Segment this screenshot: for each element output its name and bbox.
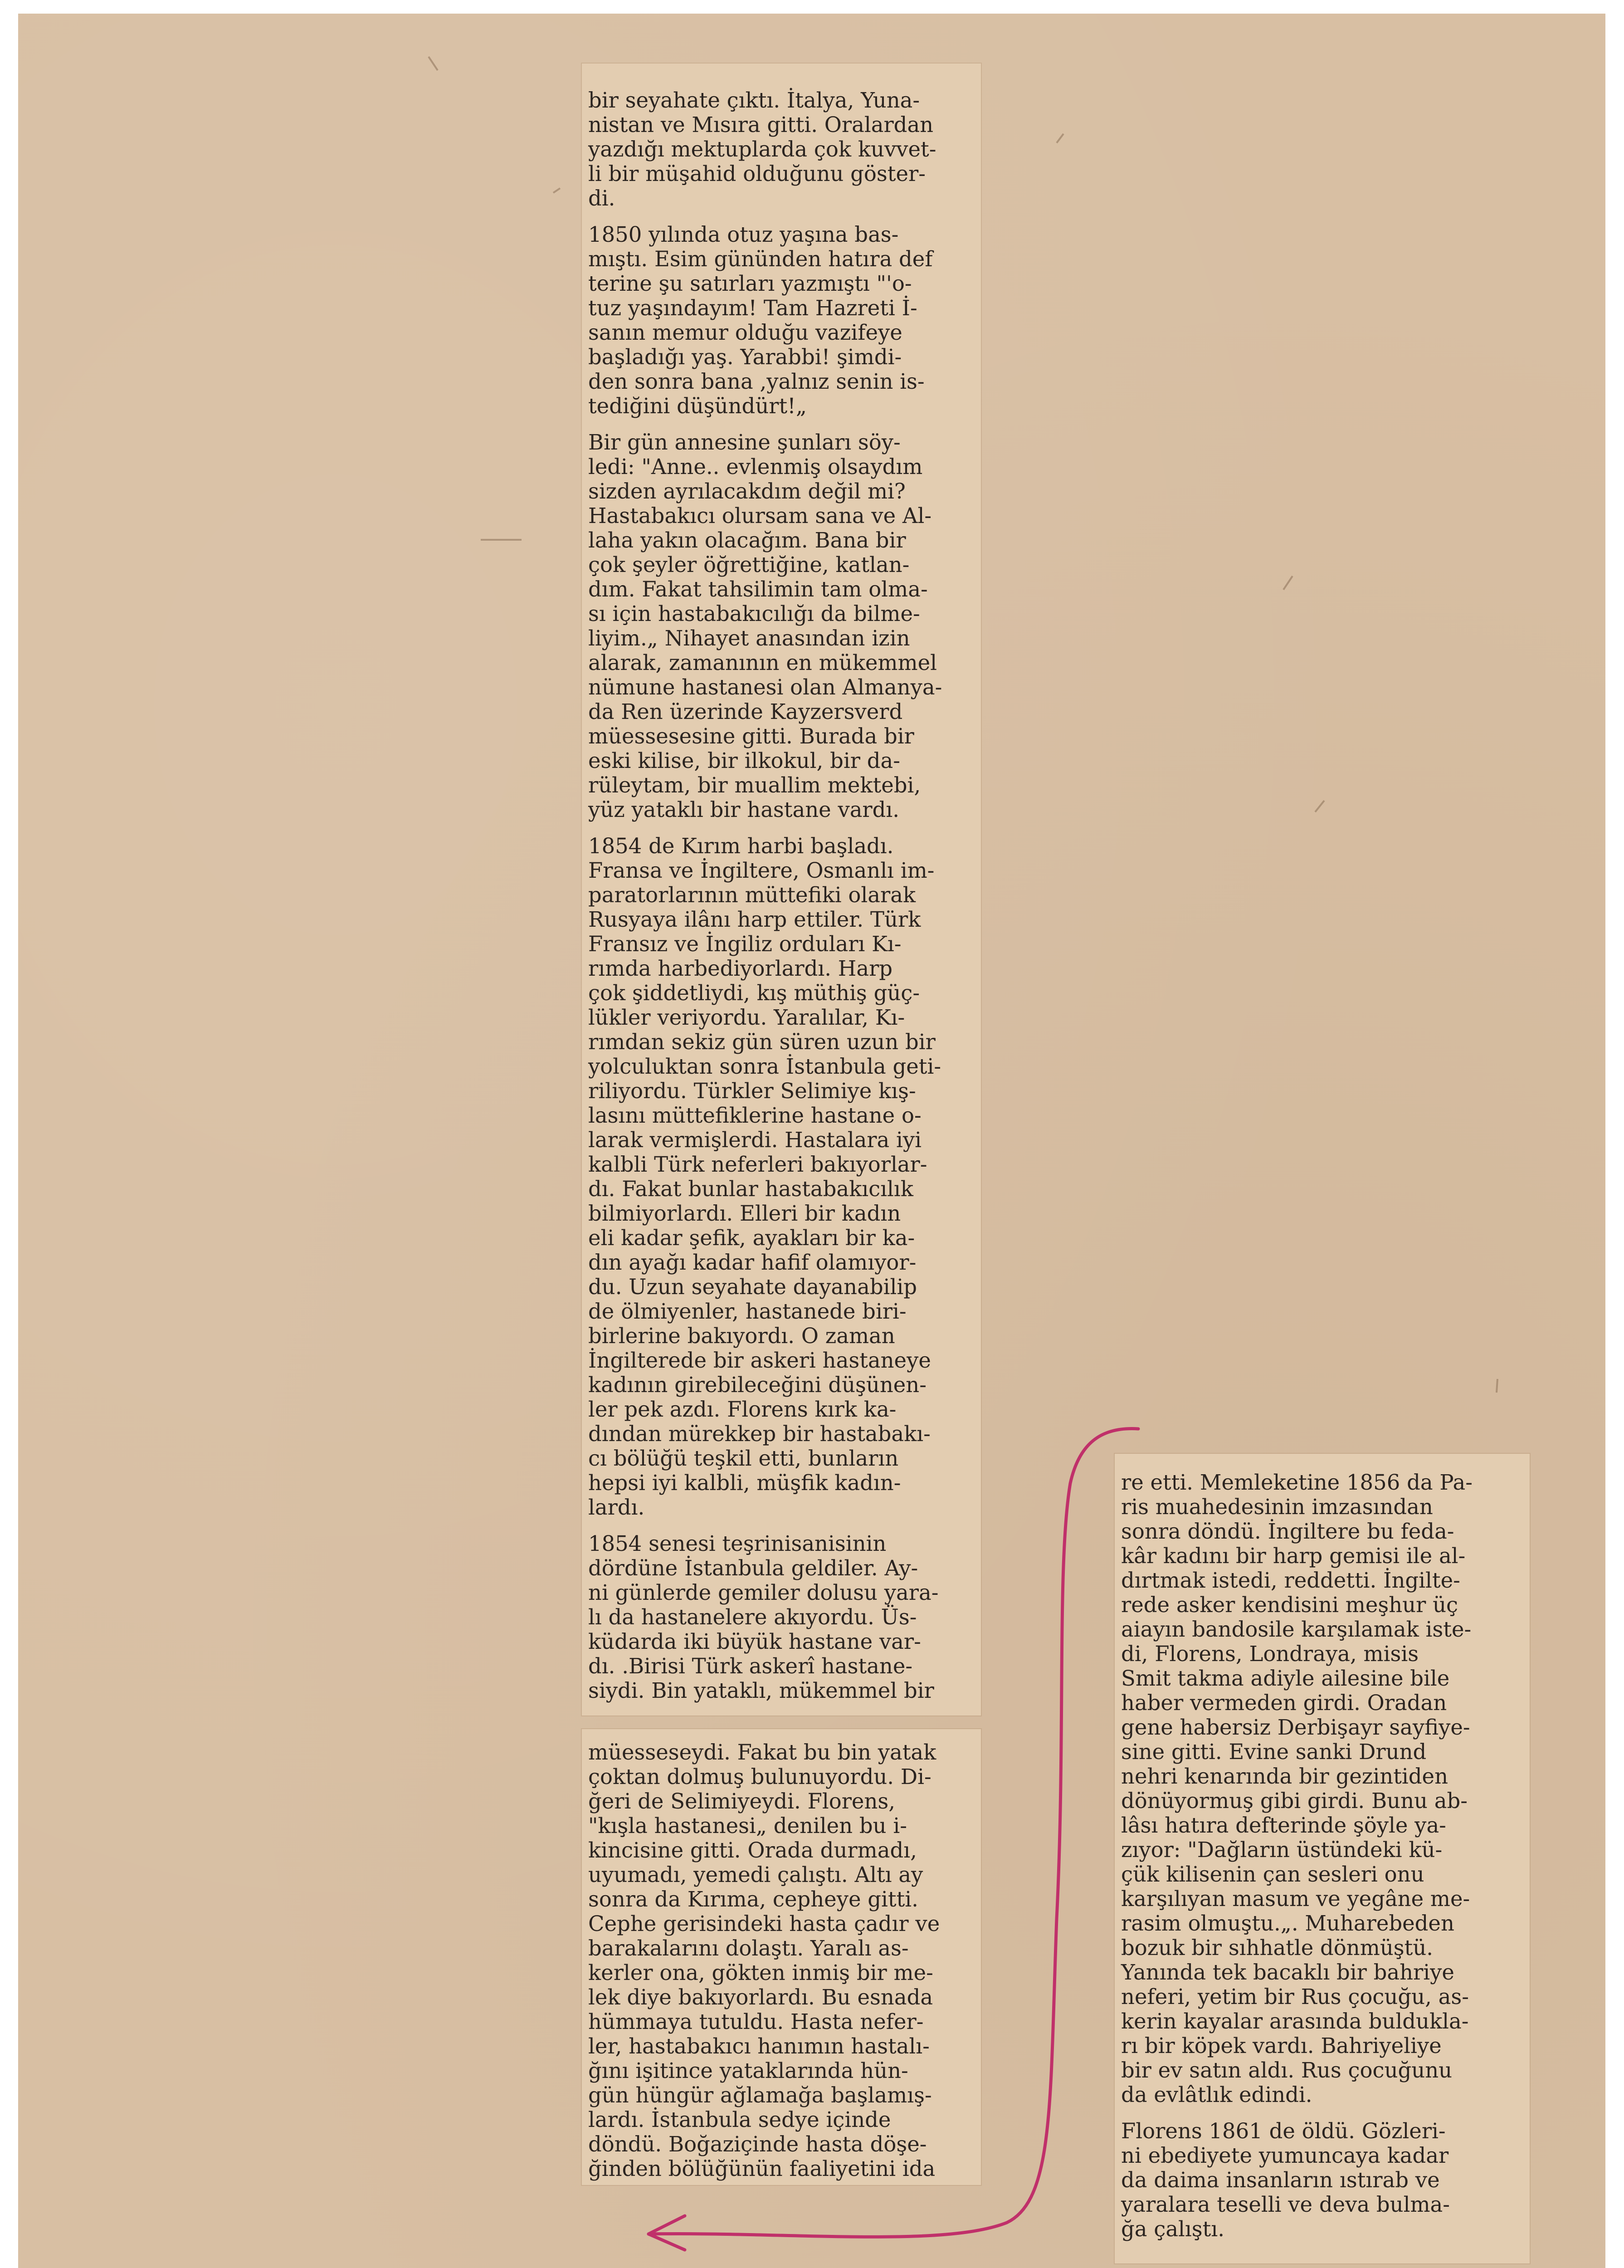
article-column-2 (582, 1729, 981, 2185)
paragraph: Florens 1861 de öldü. Gözleri- ni ebediyete yumuncaya kadar da daima insanların ıstırab ve yaralara teselli ve deva bulma- ğa çalıştı. (1121, 2119, 1450, 2241)
paper-scratch (1283, 576, 1292, 590)
paper-scratch (1315, 801, 1324, 812)
article-column-3 (1115, 1454, 1530, 2263)
arrow-head (649, 2216, 685, 2250)
paragraph: Bir gün annesine şunları söy- ledi: "Anne.. evlenmiş olsaydım sizden ayrılacakdım değil mi? Hastabakıcı olursam sana ve Al- laha yakın olacağım. Bana bir çok şeyler öğrettiğine, katlan- dım. Fakat tahsilimin tam olma- sı için hastabakıcılığı da bilme- liyim.„ Nihayet anasından izin alarak, zamanının en mükemmel nümune hastanesi olan Almanya- da Ren üzerinde Kayzersverd müessesesine gitti. Burada bir eski kilise, bir ilkokul, bir da- rüleytam, bir muallim mektebi, yüz yataklı bir hastane vardı. (588, 430, 942, 822)
paper-scratch (429, 57, 438, 70)
paragraph: bir seyahate çıktı. İtalya, Yuna- nistan ve Mısıra gitti. Oralardan yazdığı mektuplarda çok kuvvet- li bir müşahid olduğunu göster- di. (588, 88, 936, 210)
paragraph: re etti. Memleketine 1856 da Pa- ris muahedesinin imzasından sonra döndü. İngiltere bu feda- kâr kadını bir harp gemisi ile al- dırtmak istedi, reddetti. İngilte- rede asker kendisini meşhur üç aiayın bandosile karşılamak iste- di, Florens, Londraya, misis Smit takma adiyle ailesine bile haber vermeden girdi. Oradan gene habersiz Derbişayr sayfiye- sine gitti. Evine sanki Drund nehri kenarında bir gezintiden dönüyormuş gibi girdi. Bunu ab- lâsı hatıra defterinde şöyle ya- zıyor: "Dağların üstündeki kü- çük kilisenin çan sesleri onu karşılıyan masum ve yegâne me- rasim olmuştu.„. Muharebeden bozuk bir sıhhatle dönmüştü. Yanında tek bacaklı bir bahriye neferi, yetim bir Rus çocuğu, as- kerin kayalar arasında buldukla- rı bir köpek vardı. Bahriyeliye bir ev satın aldı. Rus çocuğunu da evlâtlık edindi. (1121, 1470, 1473, 2107)
article-column-1 (582, 64, 981, 1716)
paragraph: 1854 senesi teşrinisanisinin dördüne İstanbula geldiler. Ay- ni günlerde gemiler dolusu yara- lı da hastanelere akıyordu. Üs- küdarda iki büyük hastane var- dı. .Birisi Türk askerî hastane- siydi. Bin yataklı, mükemmel bir (588, 1531, 939, 1703)
paragraph: müesseseydi. Fakat bu bin yatak çoktan dolmuş bulunuyordu. Di- ğeri de Selimiyeydi. Florens, "kışla hastanesi„ denilen bu i- kincisine gitti. Orada durmadı, uyumadı, yemedi çalıştı. Altı ay sonra da Kırıma, cepheye gitti. Cephe gerisindeki hasta çadır ve barakalarını dolaştı. Yaralı as- kerler ona, gökten inmiş bir me- lek diye bakıyorlardı. Bu esnada hümmaya tutuldu. Hasta nefer- ler, hastabakıcı hanımın hastalı- ğını işitince yataklarında hün- gün hüngür ağlamağa başlamış- lardı. İstanbula sedye içinde döndü. Boğaziçinde hasta döşe- ğinden bölüğünün faaliyetini ida (588, 1740, 940, 2181)
paper-scratch (553, 188, 560, 193)
paper-scratch (1057, 134, 1063, 143)
scanned-page (18, 14, 1605, 2268)
paragraph: 1854 de Kırım harbi başladı. Fransa ve İngiltere, Osmanlı im- paratorlarının müttefiki olarak Rusyaya ilânı harp ettiler. Türk Fransız ve İngiliz orduları Kı- rımda harbediyorlardı. Harp çok şiddetliydi, kış müthiş güç- lükler veriyordu. Yaralılar, Kı- rımdan sekiz gün süren uzun bir yolculuktan sonra İstanbula geti- riliyordu. Türkler Selimiye kış- lasını müttefiklerine hastane o- larak vermişlerdi. Hastalara iyi kalbli Türk neferleri bakıyorlar- dı. Fakat bunlar hastabakıcılık bilmiyorlardı. Elleri bir kadın eli kadar şefik, ayakları bir ka- dın ayağı kadar hafif olamıyor- du. Uzun seyahate dayanabilip de ölmiyenler, hastanede biri- birlerine bakıyordı. O zaman İngilterede bir askeri hastaneye kadının girebileceğini düşünen- ler pek azdı. Florens kırk ka- dından mürekkep bir hastabakı- cı bölüğü teşkil etti, bunların hepsi iyi kalbli, müşfik kadın- lardı. (588, 834, 941, 1520)
paragraph: 1850 yılında otuz yaşına bas- mıştı. Esim gününden hatıra def terine şu satırları yazmıştı "'o- tuz yaşındayım! Tam Hazreti İ- sanın memur olduğu vazifeye başladığı yaş. Yarabbi! şimdi- den sonra bana ,yalnız senin is- tediğini düşündürt!„ (588, 222, 933, 418)
